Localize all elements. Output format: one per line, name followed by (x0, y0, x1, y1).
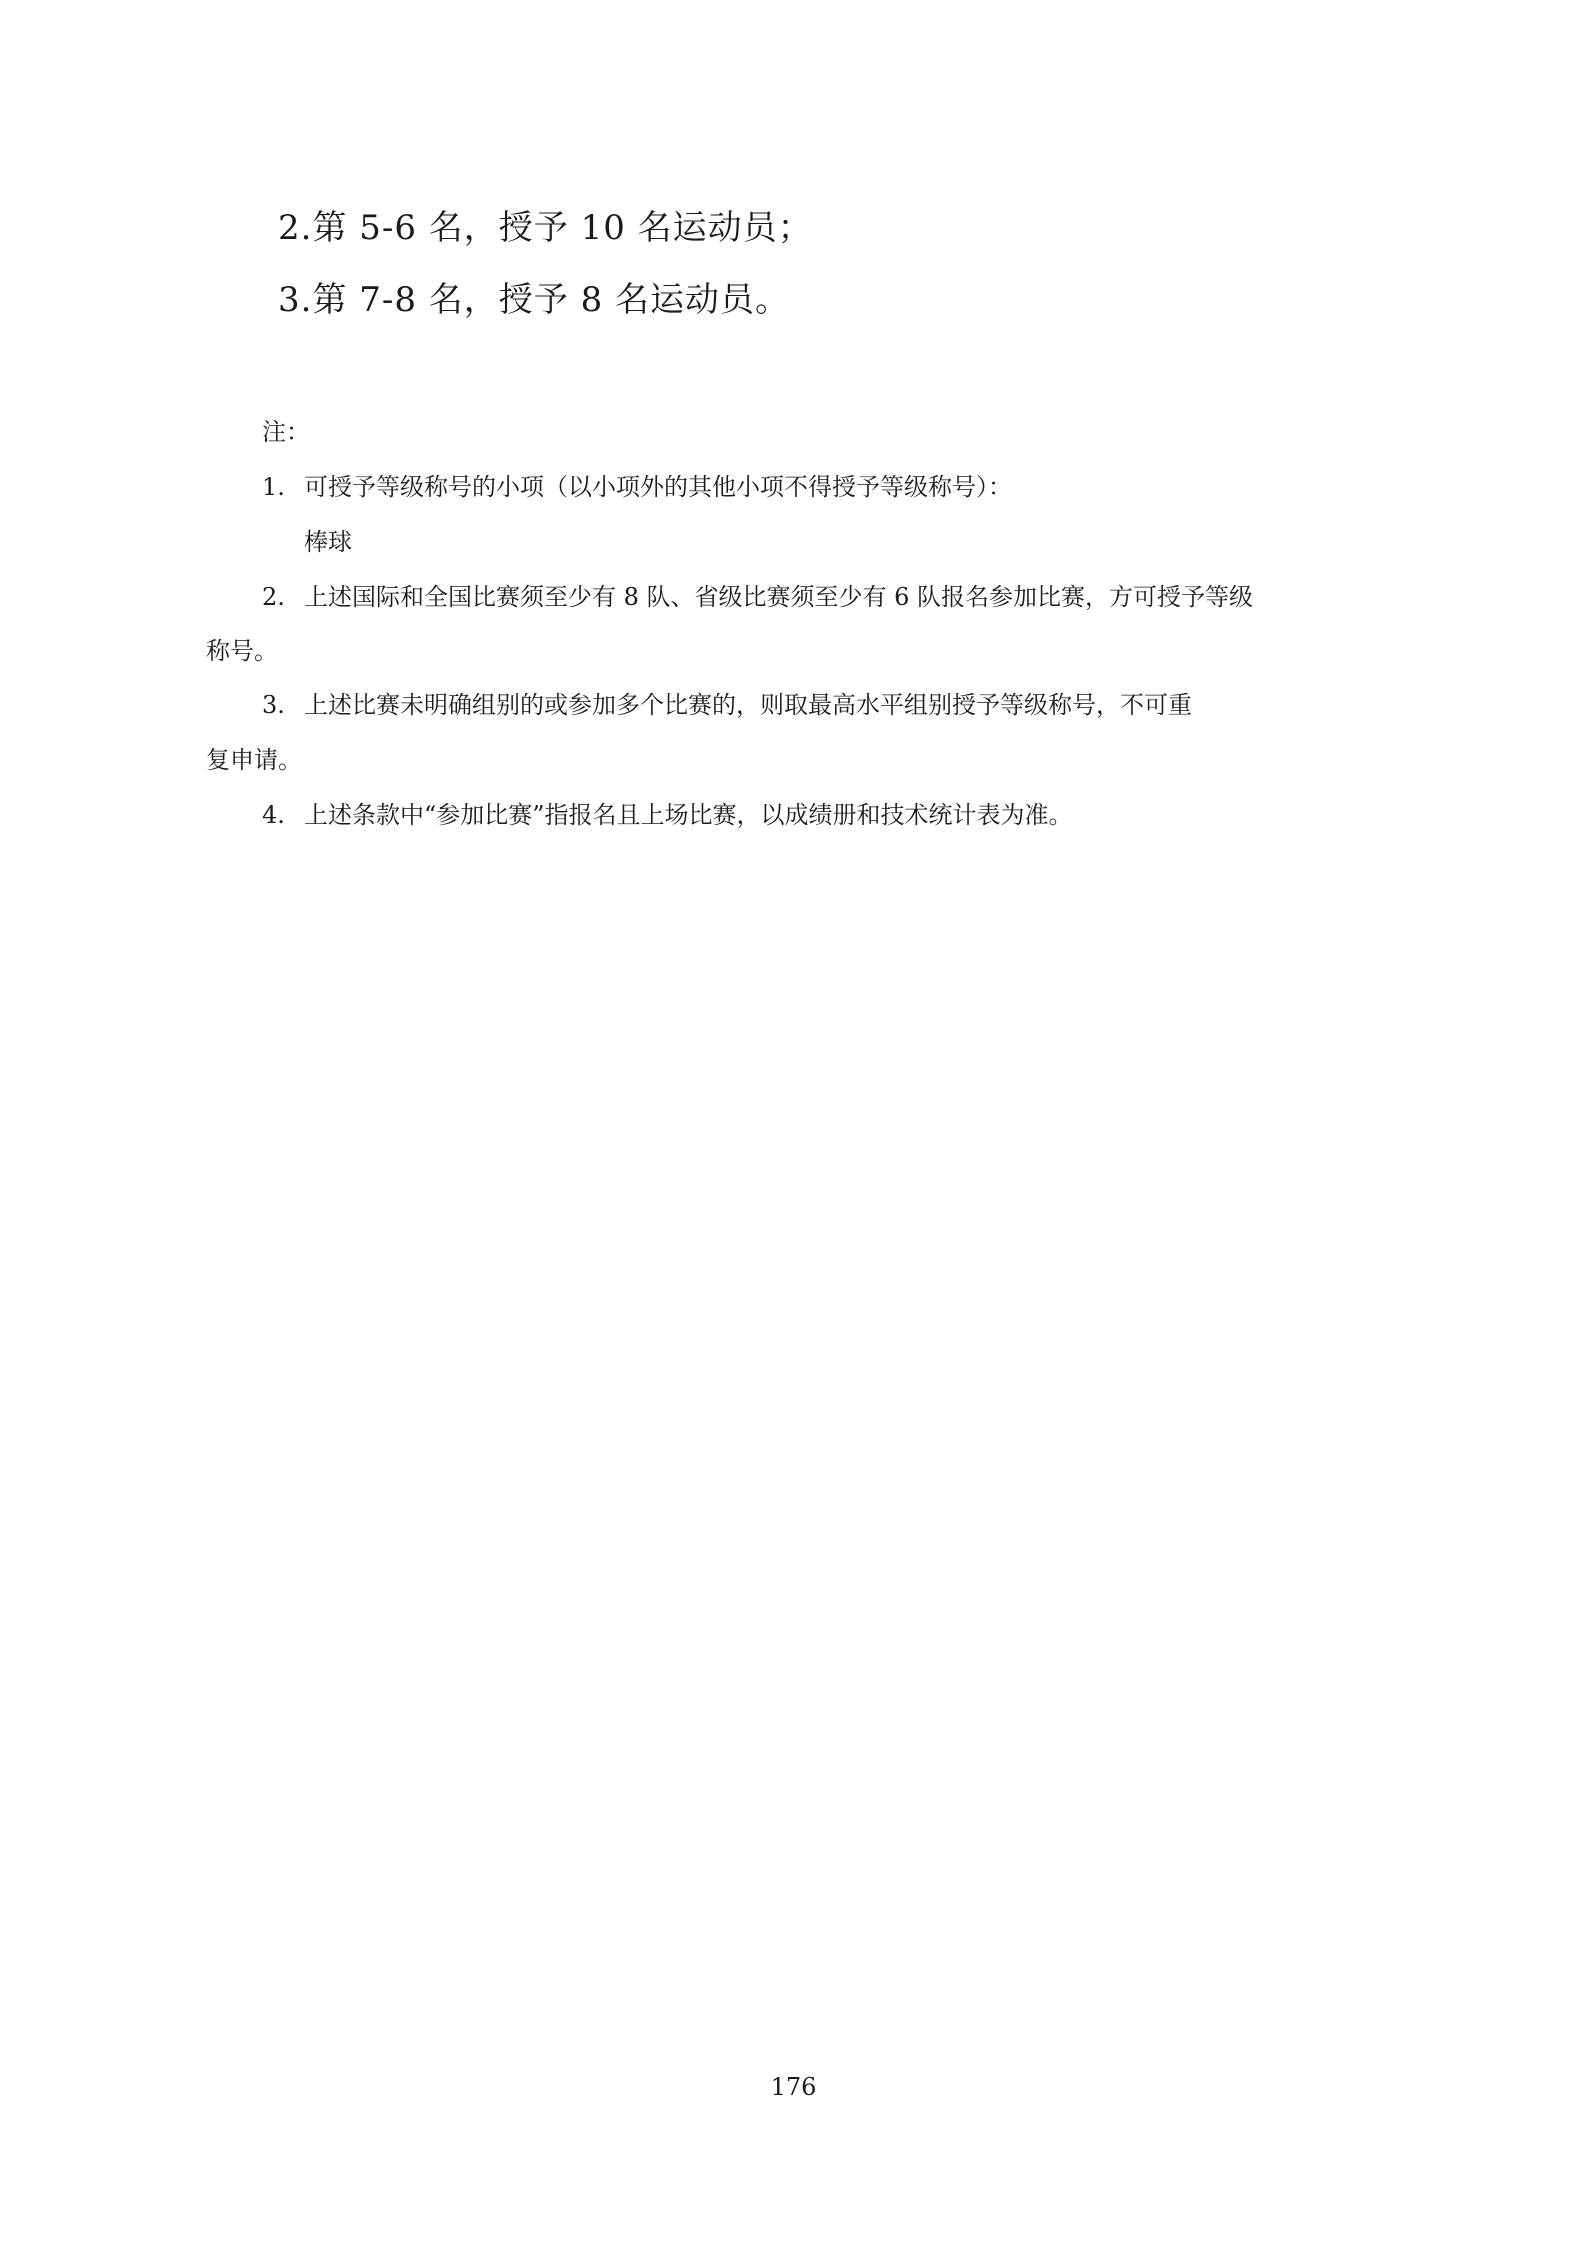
note-2 (262, 582, 1253, 612)
note-2-continuation: 称号。 (206, 637, 278, 665)
award-item-5-6: 2.第 5-6 名，授予 10 名运动员； (278, 208, 813, 248)
notes-heading: 注： (262, 418, 310, 446)
note-3 (262, 690, 1192, 720)
note-3-text: 上述比赛未明确组别的或参加多个比赛的，则取最高水平组别授予等级称号，不可重 (304, 691, 1192, 719)
note-3-continuation: 复申请。 (206, 746, 302, 774)
note-4-text: 上述条款中“参加比赛”指报名且上场比赛，以成绩册和技术统计表为准。 (304, 801, 1073, 829)
note-4-number: 4. (262, 801, 285, 829)
note-2-text: 上述国际和全国比赛须至少有 8 队、省级比赛须至少有 6 队报名参加比赛，方可授予等级 (304, 583, 1254, 611)
note-3-number: 3. (262, 691, 285, 719)
note-1 (262, 472, 1012, 502)
note-4 (262, 800, 1073, 830)
note-1-event: 棒球 (304, 528, 352, 556)
award-item-7-8: 3.第 7-8 名，授予 8 名运动员。 (278, 280, 791, 320)
note-2-number: 2. (262, 583, 285, 611)
page-number: 176 (770, 2073, 817, 2101)
note-1-text: 可授予等级称号的小项（以小项外的其他小项不得授予等级称号）： (304, 473, 1012, 501)
note-1-number: 1. (262, 473, 285, 501)
